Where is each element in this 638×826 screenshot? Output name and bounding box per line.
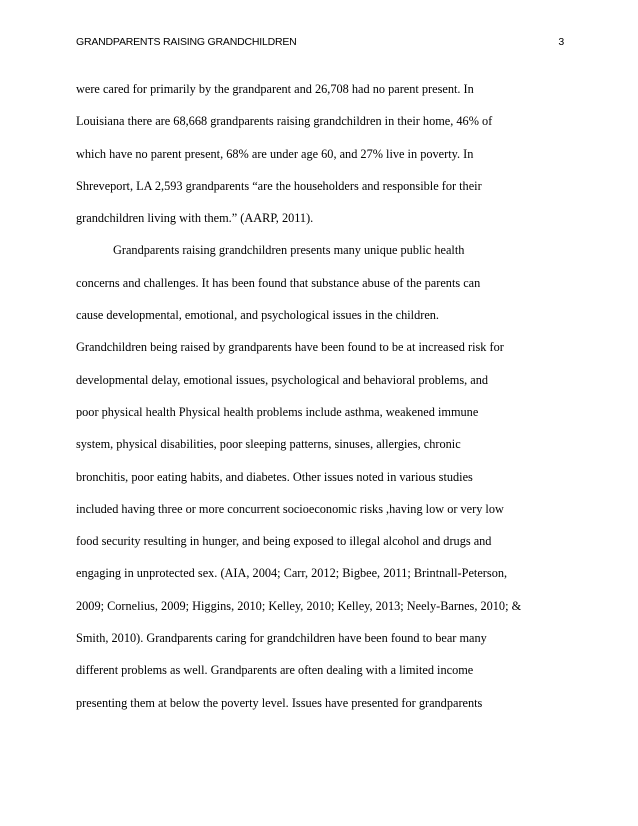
text-line: Grandchildren being raised by grandparents have been found to be at increased risk for — [76, 340, 504, 355]
text-line: which have no parent present, 68% are under age 60, and 27% live in poverty. In — [76, 146, 474, 161]
body-text — [76, 73, 572, 719]
running-head: GRANDPARENTS RAISING GRANDCHILDREN — [76, 36, 297, 48]
text-line: Smith, 2010). Grandparents caring for grandchildren have been found to bear many — [76, 631, 487, 646]
text-line: were cared for primarily by the grandparent and 26,708 had no parent present. In — [76, 82, 474, 96]
text-line: different problems as well. Grandparents are often dealing with a limited income — [76, 663, 474, 678]
text-line: bronchitis, poor eating habits, and diabetes. Other issues noted in various studies — [76, 469, 473, 484]
text-line: engaging in unprotected sex. (AIA, 2004; Carr, 2012; Bigbee, 2011; Brintnall-Peterson, — [76, 566, 508, 581]
text-line: Shreveport, LA 2,593 grandparents “are the householders and responsible for their — [76, 178, 482, 193]
text-line: included having three or more concurrent socioeconomic risks ,having low or very low — [76, 501, 504, 516]
text-line: grandchildren living with them.” (AARP, 2011). — [76, 211, 314, 226]
paragraph-first-line: Grandparents raising grandchildren presents many unique public health — [113, 243, 465, 258]
text-line: cause developmental, emotional, and psychological issues in the children. — [76, 308, 439, 323]
text-line: system, physical disabilities, poor sleeping patterns, sinuses, allergies, chronic — [76, 437, 461, 452]
text-line: developmental delay, emotional issues, psychological and behavioral problems, and — [76, 372, 489, 387]
page-header — [76, 36, 564, 54]
text-line: concerns and challenges. It has been found that substance abuse of the parents can — [76, 275, 481, 290]
text-line: 2009; Cornelius, 2009; Higgins, 2010; Kelley, 2010; Kelley, 2013; Neely-Barnes, 2010; & — [76, 598, 522, 613]
text-line: Louisiana there are 68,668 grandparents raising grandchildren in their home, 46% of — [76, 114, 493, 129]
text-line: presenting them at below the poverty level. Issues have presented for grandparents — [76, 695, 483, 710]
text-line: food security resulting in hunger, and being exposed to illegal alcohol and drugs and — [76, 534, 492, 549]
text-line: poor physical health Physical health problems include asthma, weakened immune — [76, 404, 479, 419]
page-number: 3 — [558, 36, 564, 48]
